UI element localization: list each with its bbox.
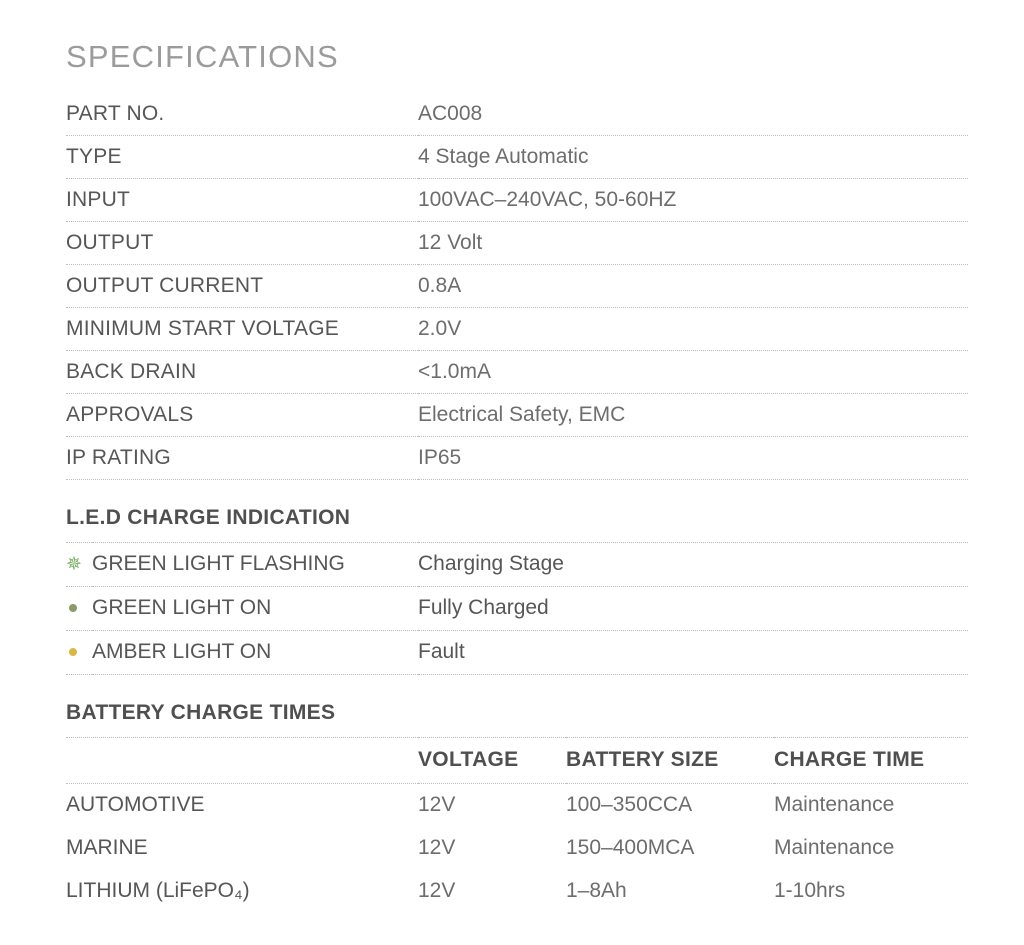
charge-category: AUTOMOTIVE (66, 792, 205, 816)
spec-label: TYPE (66, 135, 418, 178)
spec-label: OUTPUT (66, 221, 418, 264)
led-indication-table (66, 542, 968, 675)
table-row (66, 135, 968, 178)
charge-time: Maintenance (774, 835, 895, 859)
column-header-charge-time: CHARGE TIME (774, 737, 968, 783)
table-row (66, 869, 968, 912)
charge-time: Maintenance (774, 792, 895, 816)
spec-value: IP65 (418, 436, 968, 479)
table-row (66, 393, 968, 436)
spec-value: 100VAC–240VAC, 50-60HZ (418, 178, 968, 221)
spec-value: AC008 (418, 92, 968, 135)
amber-light-icon (66, 630, 92, 674)
column-header-battery-size: BATTERY SIZE (566, 737, 774, 783)
table-row (66, 92, 968, 135)
led-label: GREEN LIGHT ON (92, 586, 418, 630)
table-row (66, 783, 968, 826)
charge-time: 1-10hrs (774, 878, 846, 902)
spec-label: PART NO. (66, 92, 418, 135)
column-header-voltage: VOLTAGE (418, 737, 566, 783)
led-label: GREEN LIGHT FLASHING (92, 542, 418, 586)
spec-value: 0.8A (418, 264, 968, 307)
column-header-category (66, 737, 418, 783)
spec-label: OUTPUT CURRENT (66, 264, 418, 307)
charge-voltage: 12V (418, 835, 456, 859)
led-value: Charging Stage (418, 542, 968, 586)
table-row (66, 826, 968, 869)
charge-battery-size: 100–350CCA (566, 792, 693, 816)
spec-label: INPUT (66, 178, 418, 221)
spec-value: 12 Volt (418, 221, 968, 264)
table-row (66, 264, 968, 307)
charge-category: MARINE (66, 835, 148, 859)
charge-times-table (66, 737, 968, 913)
table-row (66, 630, 968, 674)
charge-battery-size: 150–400MCA (566, 835, 695, 859)
table-row (66, 350, 968, 393)
charge-voltage: 12V (418, 792, 456, 816)
spec-label: MINIMUM START VOLTAGE (66, 307, 418, 350)
spec-label: APPROVALS (66, 393, 418, 436)
table-row (66, 436, 968, 479)
table-row (66, 586, 968, 630)
led-label: AMBER LIGHT ON (92, 630, 418, 674)
content-column (66, 38, 968, 912)
table-row (66, 221, 968, 264)
charge-category: LITHIUM (LiFePO₄) (66, 878, 250, 902)
charge-voltage: 12V (418, 878, 456, 902)
green-flashing-light-icon: ✵ (66, 542, 92, 586)
led-value: Fault (418, 630, 968, 674)
spec-label: BACK DRAIN (66, 350, 418, 393)
table-row (66, 542, 968, 586)
spec-label: IP RATING (66, 436, 418, 479)
led-section-heading: L.E.D CHARGE INDICATION (66, 505, 351, 529)
charge-times-heading: BATTERY CHARGE TIMES (66, 700, 336, 724)
page-title: SPECIFICATIONS (66, 39, 339, 74)
spec-value: 2.0V (418, 307, 968, 350)
charge-battery-size: 1–8Ah (566, 878, 627, 902)
green-light-icon (66, 586, 92, 630)
table-row (66, 307, 968, 350)
table-row (66, 178, 968, 221)
spec-value: Electrical Safety, EMC (418, 393, 968, 436)
spec-value: <1.0mA (418, 350, 968, 393)
led-value: Fully Charged (418, 586, 968, 630)
table-header-row (66, 737, 968, 783)
specifications-table (66, 92, 968, 480)
spec-value: 4 Stage Automatic (418, 135, 968, 178)
